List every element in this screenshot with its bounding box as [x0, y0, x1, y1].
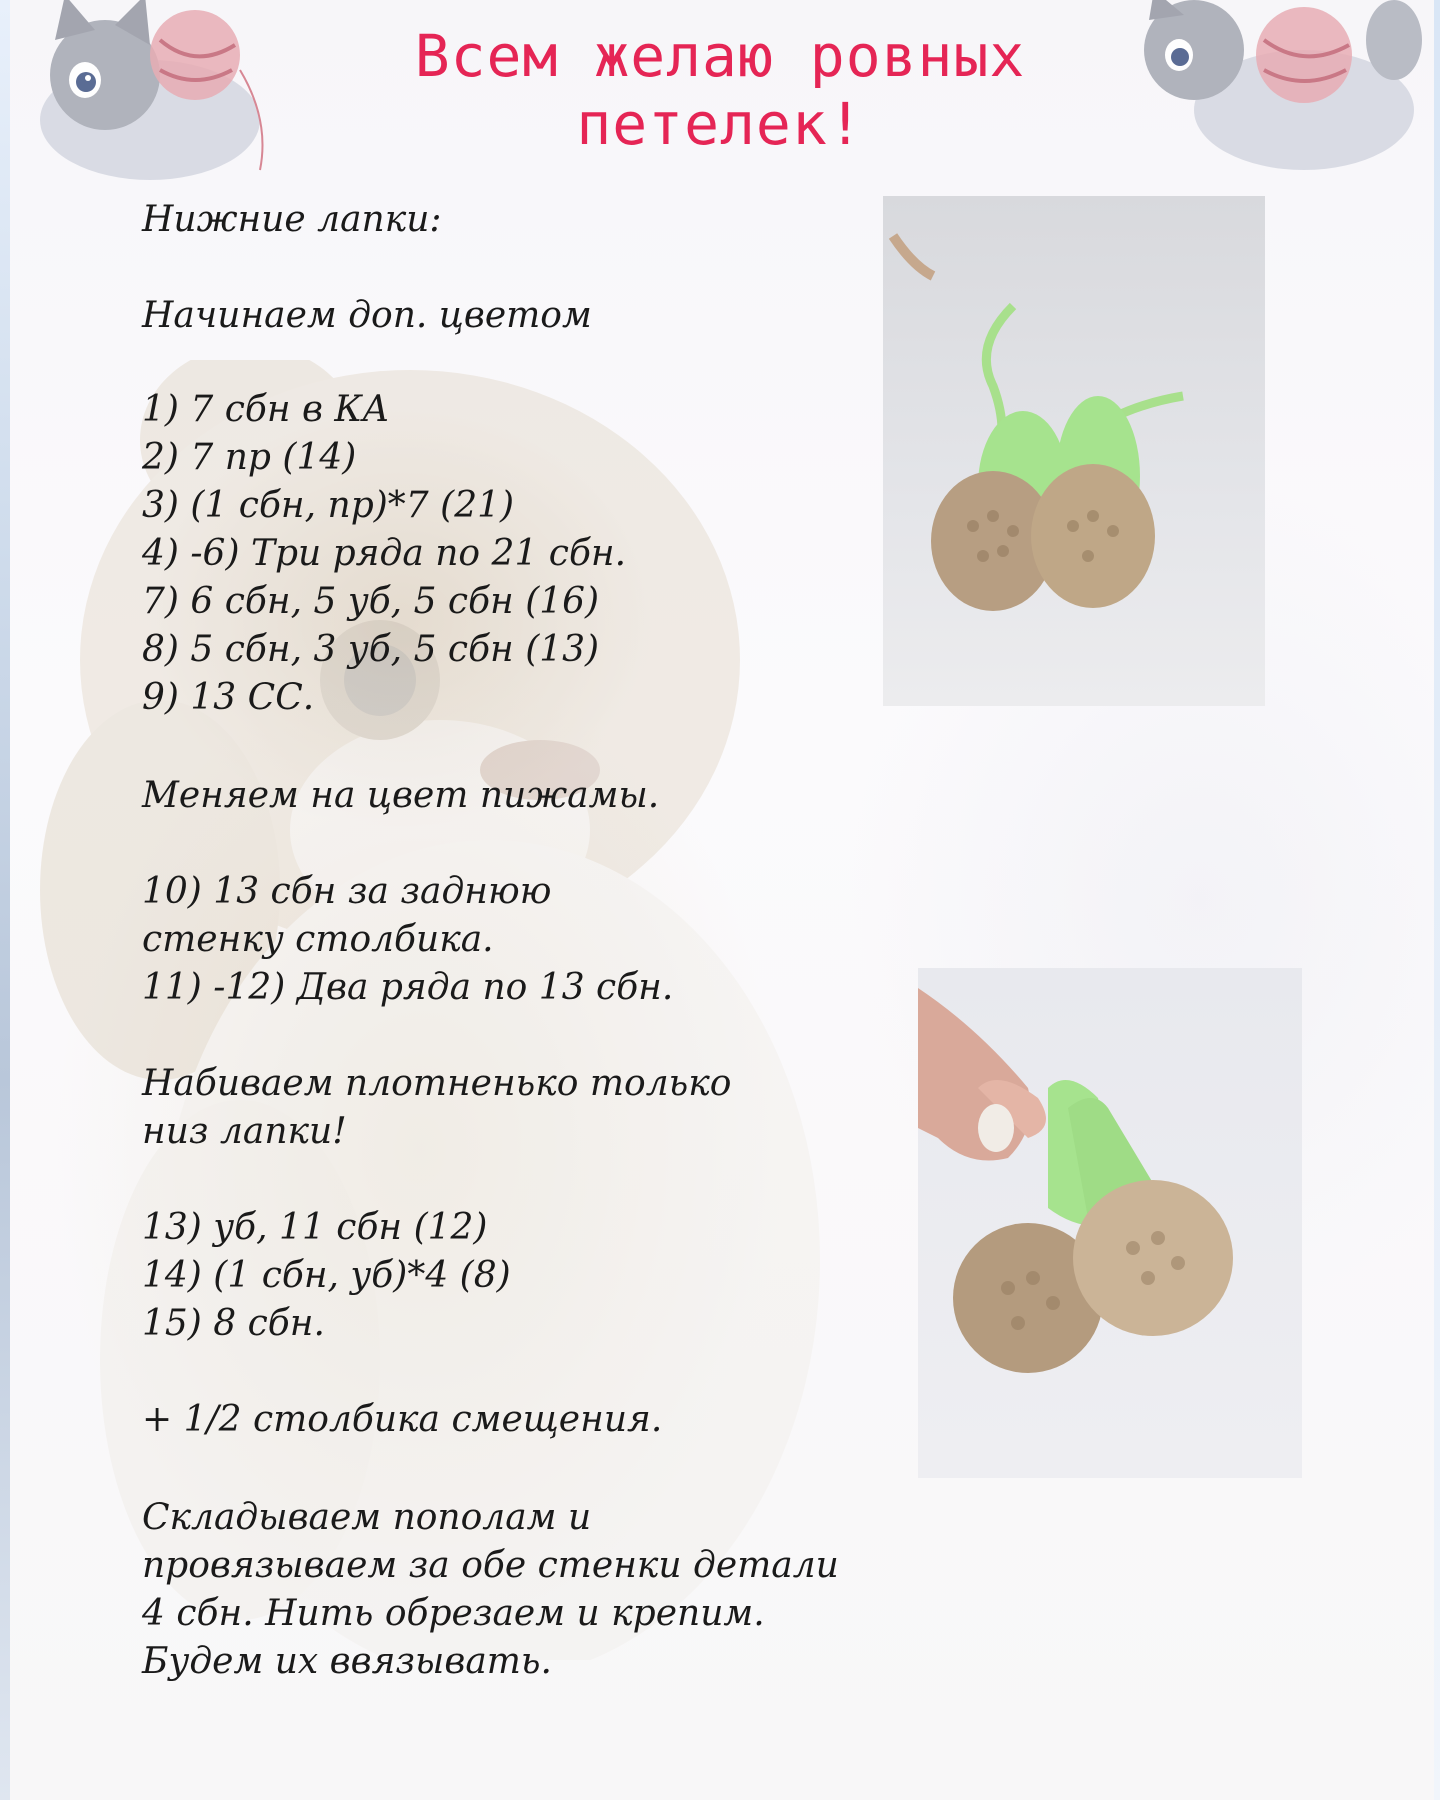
pattern-row: 2) 7 пр (14) [142, 437, 357, 478]
rows-list-part3 [142, 1204, 862, 1348]
legs-photo-1 [883, 196, 1265, 706]
final-block [142, 1494, 842, 1686]
kitten-with-yarn-icon [10, 0, 310, 180]
pattern-row: 10) 13 сбн за заднюю стенку столбика. [142, 871, 552, 960]
offset-text: + 1/2 столбика смещения. [142, 1399, 663, 1440]
color-change-block [142, 772, 862, 820]
stuffing-text: Набиваем плотненько только низ лапки! [142, 1063, 732, 1152]
left-edge-decoration [0, 0, 10, 1800]
final-text: Складываем пополам и провязываем за обе стенки детали 4 сбн. Нить обрезаем и крепим. Будем их ввязывать. [142, 1497, 839, 1682]
crocheted-legs-image [883, 196, 1265, 706]
pattern-row: 13) уб, 11 сбн (12) [142, 1207, 488, 1248]
rows-list-part1 [142, 386, 862, 722]
intro-text: Начинаем доп. цветом [142, 295, 592, 336]
crocheted-legs-in-hand-image [918, 968, 1302, 1478]
kitten-with-yarn-icon [1134, 0, 1434, 180]
color-change-text: Меняем на цвет пижамы. [142, 775, 660, 816]
pattern-row: 11) -12) Два ряда по 13 сбн. [142, 967, 674, 1008]
heading-text: Нижние лапки: [142, 199, 442, 240]
right-edge-decoration [1434, 0, 1440, 1800]
pattern-row: 3) (1 сбн, пр)*7 (21) [142, 485, 515, 526]
pattern-row: 7) 6 сбн, 5 уб, 5 сбн (16) [142, 581, 600, 622]
rows-list-part2 [142, 868, 702, 1012]
pattern-row: 9) 13 СС. [142, 677, 315, 718]
pattern-row: 1) 7 сбн в КА [142, 389, 390, 430]
stuffing-block [142, 1060, 802, 1156]
page-title: Всем желаю ровных петелек! [414, 22, 1026, 158]
legs-photo-2 [918, 968, 1302, 1478]
offset-block [142, 1396, 862, 1444]
pattern-row: 14) (1 сбн, уб)*4 (8) [142, 1255, 511, 1296]
pattern-row: 4) -6) Три ряда по 21 сбн. [142, 533, 627, 574]
pattern-row: 8) 5 сбн, 3 уб, 5 сбн (13) [142, 629, 600, 670]
section-heading [142, 196, 862, 244]
intro-block [142, 292, 862, 340]
pattern-row: 15) 8 сбн. [142, 1303, 325, 1344]
